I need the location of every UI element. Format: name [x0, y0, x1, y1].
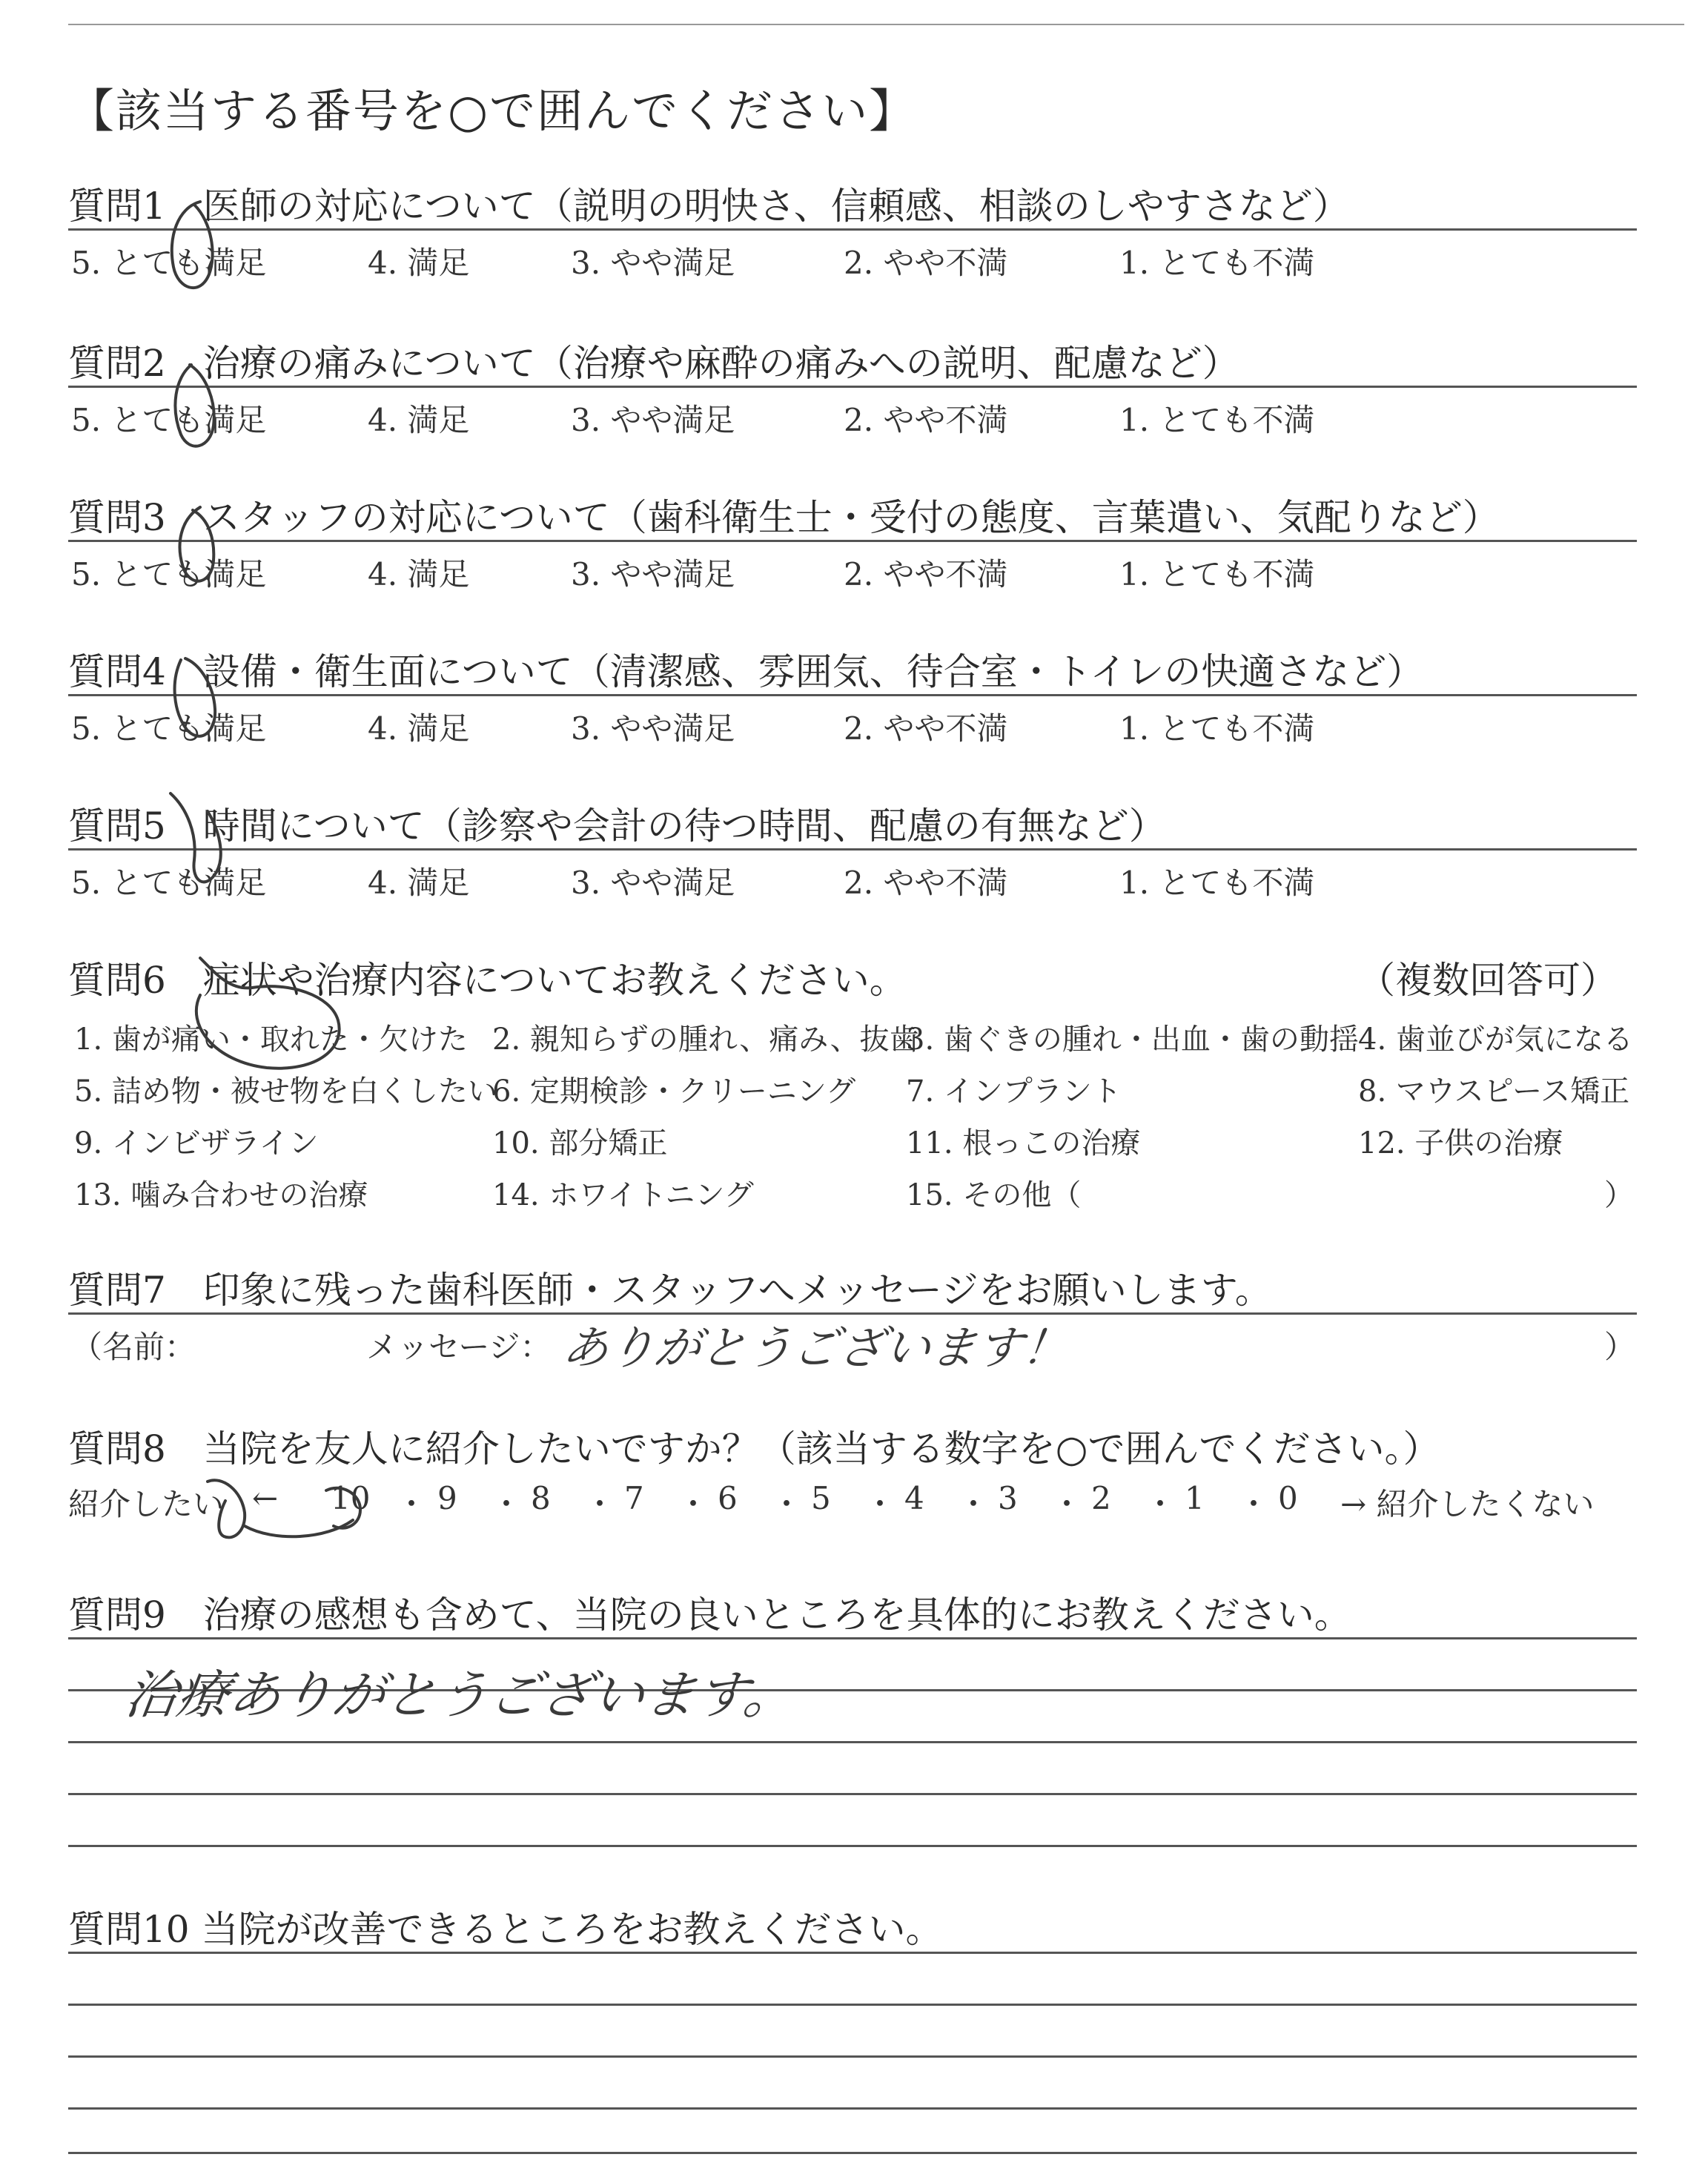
scale-3[interactable]: 3 — [998, 1480, 1018, 1516]
question-2-rule — [68, 386, 1637, 388]
option-4[interactable]: 4. 満足 — [368, 402, 470, 438]
message-label: メッセージ： — [366, 1329, 552, 1365]
scale-dot: ・ — [771, 1486, 803, 1522]
option-1[interactable]: 1. とても不満 — [1119, 710, 1315, 747]
scale-dot: ・ — [1051, 1486, 1083, 1522]
scale-4[interactable]: 4 — [904, 1480, 924, 1516]
option-3[interactable]: 3. やや満足 — [571, 556, 735, 592]
option-4[interactable]: 4. 満足 — [368, 556, 470, 592]
symptom-item-9[interactable]: 9. インビザライン — [74, 1126, 319, 1160]
scale-dot: ・ — [396, 1486, 428, 1522]
symptom-item-5[interactable]: 5. 詰め物・被せ物を白くしたい — [74, 1074, 497, 1109]
option-4[interactable]: 4. 満足 — [368, 865, 470, 901]
scale-dot: ・ — [584, 1486, 616, 1522]
circle-mark-q4 — [175, 658, 216, 736]
top-border — [68, 24, 1684, 25]
question-6-title: 質問6 症状や治療内容についてお教えください。 — [68, 959, 907, 1002]
scale-7[interactable]: 7 — [624, 1480, 644, 1516]
scale-10[interactable]: 10 — [331, 1480, 371, 1516]
handwritten-referral-mark — [193, 1468, 371, 1550]
option-2[interactable]: 2. やや不満 — [844, 402, 1008, 438]
symptom-item-8[interactable]: 8. マウスピース矯正 — [1358, 1074, 1630, 1109]
question-10-title: 質問10 当院が改善できるところをお教えください。 — [68, 1908, 943, 1951]
question-9-rule-5 — [68, 1845, 1637, 1847]
symptom-item-11[interactable]: 11. 根っこの治療 — [906, 1126, 1141, 1160]
scale-2[interactable]: 2 — [1091, 1480, 1111, 1516]
symptom-item-1[interactable]: 1. 歯が痛い・取れた・欠けた — [74, 1023, 468, 1057]
symptom-item-6[interactable]: 6. 定期検診・クリーニング — [492, 1074, 856, 1109]
scale-0[interactable]: 0 — [1278, 1480, 1298, 1516]
symptom-item-2[interactable]: 2. 親知らずの腫れ、痛み、抜歯 — [492, 1023, 919, 1057]
option-2[interactable]: 2. やや不満 — [844, 245, 1008, 281]
question-5-rule — [68, 848, 1637, 851]
scale-dot: ・ — [491, 1486, 523, 1522]
option-5[interactable]: 5. とても満足 — [71, 245, 267, 281]
option-5[interactable]: 5. とても満足 — [71, 402, 267, 438]
handwritten-circle-marks — [148, 193, 252, 905]
question-7-title: 質問7 印象に残った歯科医師・スタッフへメッセージをお願いします。 — [68, 1269, 1272, 1312]
handwritten-good-points: 治療ありがとうございます。 — [121, 1665, 801, 1725]
circle-mark-q3 — [180, 507, 214, 581]
option-2[interactable]: 2. やや不満 — [844, 556, 1008, 592]
scale-6[interactable]: 6 — [718, 1480, 738, 1516]
question-6-note: （複数回答可） — [1358, 959, 1618, 1002]
question-10-rule-2 — [68, 2004, 1637, 2006]
option-1[interactable]: 1. とても不満 — [1119, 245, 1315, 281]
option-4[interactable]: 4. 満足 — [368, 245, 470, 281]
option-1[interactable]: 1. とても不満 — [1119, 865, 1315, 901]
symptom-item-3[interactable]: 3. 歯ぐきの腫れ・出血・歯の動揺 — [906, 1023, 1359, 1057]
symptom-item-15-close: ） — [1604, 1178, 1634, 1212]
scale-8[interactable]: 8 — [531, 1480, 551, 1516]
question-10-rule-4 — [68, 2107, 1637, 2110]
arrow-left-icon: ← — [252, 1480, 279, 1516]
option-5[interactable]: 5. とても満足 — [71, 865, 267, 901]
question-9-rule-4 — [68, 1793, 1637, 1795]
question-5-title: 質問5 時間について（診察や会計の待つ時間、配慮の有無など） — [68, 805, 1166, 848]
question-1-title: 質問1 医師の対応について（説明の明快さ、信頼感、相談のしやすさなど） — [68, 185, 1350, 228]
symptom-item-7[interactable]: 7. インプラント — [906, 1074, 1122, 1109]
question-9-title: 質問9 治療の感想も含めて、当院の良いところを具体的にお教えください。 — [68, 1593, 1351, 1636]
handwritten-message: ありがとうございます！ — [559, 1321, 1073, 1375]
question-2-title: 質問2 治療の痛みについて（治療や麻酔の痛みへの説明、配慮など） — [68, 342, 1239, 385]
symptom-item-13[interactable]: 13. 噛み合わせの治療 — [74, 1178, 368, 1212]
question-10-rule-1 — [68, 1952, 1637, 1954]
question-3-title: 質問3 スタッフの対応について（歯科衛生士・受付の態度、言葉遣い、気配りなど） — [68, 496, 1500, 539]
scale-dot: ・ — [1145, 1486, 1176, 1522]
question-10-rule-5 — [68, 2152, 1637, 2154]
scale-dot: ・ — [678, 1486, 709, 1522]
question-4-title: 質問4 設備・衛生面について（清潔感、雰囲気、待合室・トイレの快適さなど） — [68, 650, 1424, 693]
option-1[interactable]: 1. とても不満 — [1119, 402, 1315, 438]
option-4[interactable]: 4. 満足 — [368, 710, 470, 747]
message-close: ） — [1604, 1329, 1636, 1365]
symptom-item-15[interactable]: 15. その他（ — [906, 1178, 1082, 1212]
circle-mark-q5 — [171, 793, 221, 882]
question-9-rule-1 — [68, 1637, 1637, 1639]
referral-right-label: → 紹介したくない — [1340, 1486, 1595, 1522]
option-5[interactable]: 5. とても満足 — [71, 556, 267, 592]
question-10-rule-3 — [68, 2055, 1637, 2058]
scale-5[interactable]: 5 — [811, 1480, 831, 1516]
option-3[interactable]: 3. やや満足 — [571, 402, 735, 438]
circle-mark-q2 — [175, 365, 214, 446]
scale-dot: ・ — [1238, 1486, 1270, 1522]
option-1[interactable]: 1. とても不満 — [1119, 556, 1315, 592]
symptom-item-10[interactable]: 10. 部分矯正 — [492, 1126, 668, 1160]
symptom-item-12[interactable]: 12. 子供の治療 — [1358, 1126, 1563, 1160]
instruction-header: 【該当する番号を○で囲んでください】 — [68, 84, 917, 138]
option-2[interactable]: 2. やや不満 — [844, 710, 1008, 747]
option-3[interactable]: 3. やや満足 — [571, 865, 735, 901]
question-3-rule — [68, 540, 1637, 542]
scale-9[interactable]: 9 — [437, 1480, 457, 1516]
option-3[interactable]: 3. やや満足 — [571, 710, 735, 747]
symptom-item-14[interactable]: 14. ホワイトニング — [492, 1178, 754, 1212]
name-label: （名前： — [71, 1329, 196, 1365]
option-5[interactable]: 5. とても満足 — [71, 710, 267, 747]
scale-1[interactable]: 1 — [1185, 1480, 1205, 1516]
option-3[interactable]: 3. やや満足 — [571, 245, 735, 281]
question-1-rule — [68, 228, 1637, 231]
question-4-rule — [68, 694, 1637, 696]
referral-left-label: 紹介したい — [68, 1486, 225, 1522]
symptom-item-4[interactable]: 4. 歯並びが気になる — [1358, 1023, 1633, 1057]
circle-mark-q1 — [172, 202, 213, 288]
scale-dot: ・ — [958, 1486, 990, 1522]
option-2[interactable]: 2. やや不満 — [844, 865, 1008, 901]
scale-dot: ・ — [864, 1486, 896, 1522]
handwritten-circle-q6 — [171, 943, 356, 1091]
question-8-title: 質問8 当院を友人に紹介したいですか？（該当する数字を○で囲んでください。） — [68, 1427, 1440, 1470]
question-9-rule-3 — [68, 1741, 1637, 1743]
